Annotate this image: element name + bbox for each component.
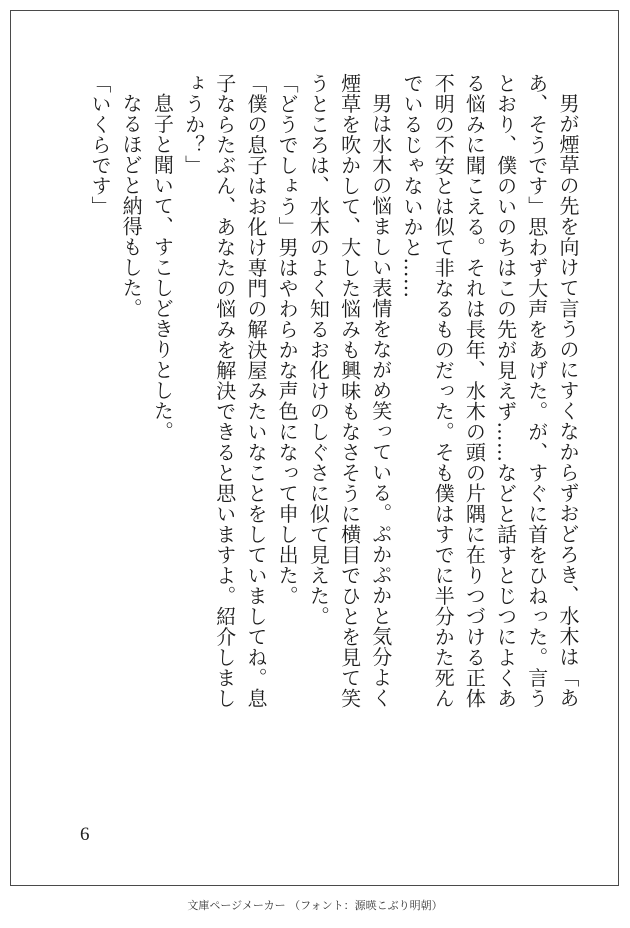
paragraph-7: 「いくらです」 <box>87 73 112 217</box>
paragraph-3: 「どうでしょう」男はやわらかな声色になって申し出た。 <box>275 73 300 606</box>
vertical-body-text <box>84 73 583 713</box>
paragraph-1: 男が煙草の先を向けて言うのにすくなからずおどろき、水木は「ああ、そうです」思わず大声をあげた。が、すぐに首をひねった。言うとおり、僕のいのちはこの先が見えず……などと話すとじつによくある悩みに聞こえる。それは長年、水木の頭の片隅に在りつづける正体不明の不安とは似て非なるものだった。そも僕はすでに半分かた死んでいるじゃないかと…… <box>399 73 580 709</box>
paragraph-2: 男は水木の悩ましい表情をながめ笑っている。ぷかぷかと気分よく煙草を吹かして、大した悩みも興味もなさそうに横目でひとを見て笑うところは、水木のよく知るお化けのしぐさに似て見えた。 <box>306 73 393 709</box>
paragraph-6: なるほどと納得もした。 <box>119 93 144 319</box>
paragraph-5: 息子と聞いて、すこしどきりとした。 <box>150 93 175 442</box>
page-number: 6 <box>80 824 90 845</box>
paragraph-4: 「僕の息子はお化け専門の解決屋みたいなことをしていましてね。息子ならたぶん、あなたの悩みを解決できると思いますよ。紹介しましょうか？」 <box>181 73 268 709</box>
footer-credit: 文庫ページメーカー （フォント：源暎こぶり明朝） <box>187 899 443 912</box>
